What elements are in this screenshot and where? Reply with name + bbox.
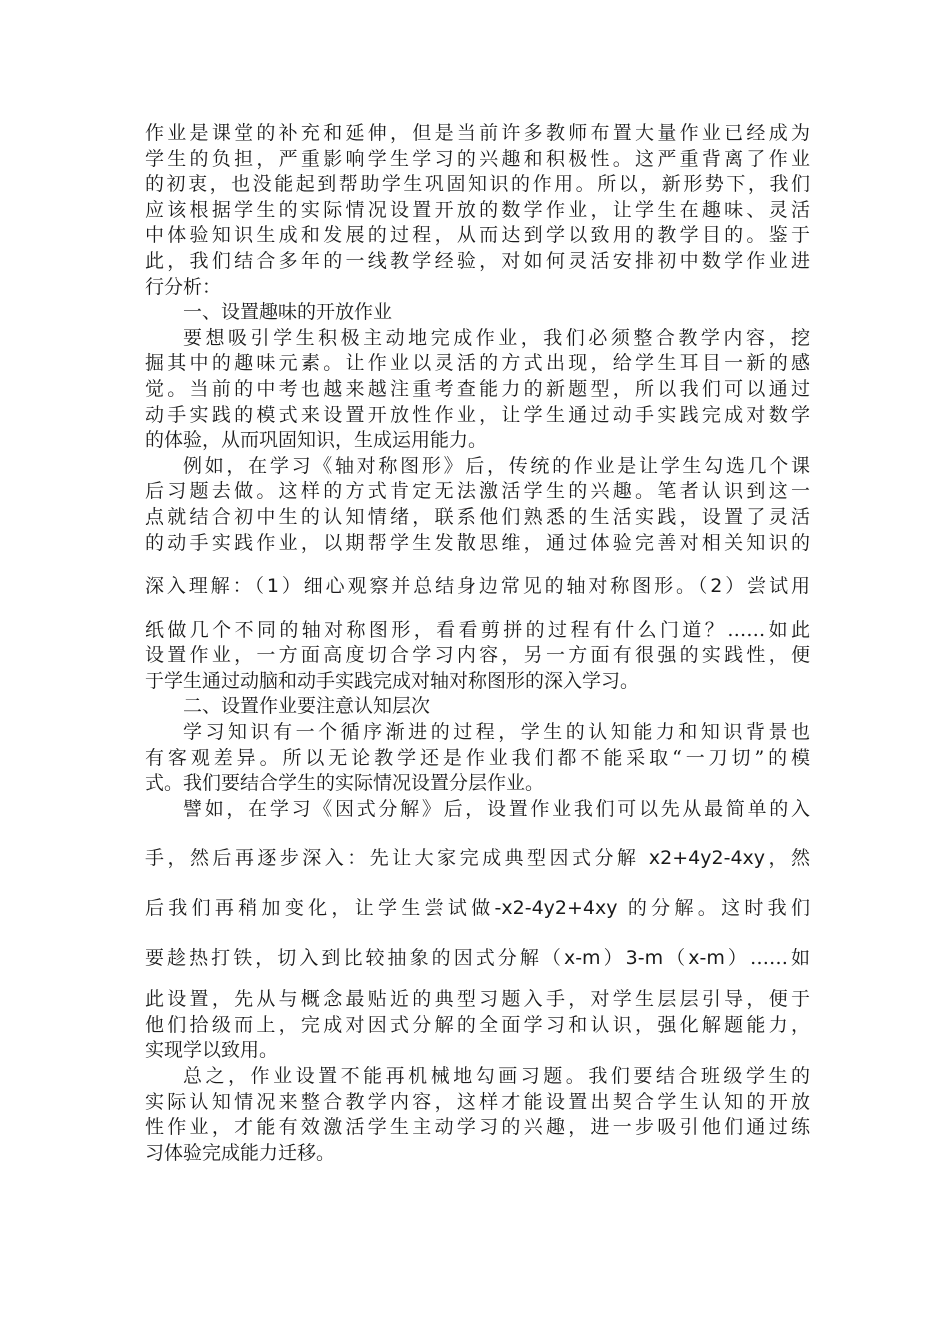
text-line: 习体验完成能力迁移。 (145, 1141, 336, 1164)
text-line: 觉。当前的中考也越来越注重考查能力的新题型，所以我们可以通过 (145, 377, 810, 400)
text-line: 后习题去做。这样的方式肯定无法激活学生的兴趣。笔者认识到这一 (145, 480, 810, 503)
text-line: 总之，作业设置不能再机械地勾画习题。我们要结合班级学生的 (183, 1065, 810, 1087)
text-line: 应该根据学生的实际情况设置开放的数学作业，让学生在趣味、灵活 (145, 198, 810, 221)
text-line: 掘其中的趣味元素。让作业以灵活的方式出现，给学生耳目一新的感 (145, 352, 810, 375)
text-line: 行分析： (145, 275, 222, 298)
text-line: 于学生通过动脑和动手实践完成对轴对称图形的深入学习。 (145, 669, 640, 692)
text-line: 他们拾级而上，完成对因式分解的全面学习和认识，强化解题能力， (145, 1013, 810, 1036)
text-line: 纸做几个不同的轴对称图形，看看剪拼的过程有什么门道？……如此 (145, 618, 810, 641)
text-line: 此设置，先从与概念最贴近的典型习题入手，对学生层层引导，便于 (145, 988, 810, 1011)
text-line-mixed: 要趁热打铁，切入到比较抽象的因式分解（x-m）3-m（x-m）……如 (145, 946, 810, 969)
text-line: 的动手实践作业，以期帮学生发散思维，通过体验完善对相关知识的 (145, 531, 810, 554)
text-line: 动手实践的模式来设置开放性作业，让学生通过动手实践完成对数学 (145, 403, 810, 426)
text-line: 学习知识有一个循序渐进的过程，学生的认知能力和知识背景也 (183, 721, 810, 744)
text-line-mixed: 手，然后再逐步深入：先让大家完成典型因式分解 x2+4y2-4xy，然 (145, 847, 810, 870)
text-line: 有客观差异。所以无论教学还是作业我们都不能采取“一刀切”的模 (145, 746, 810, 769)
text-line: 实际认知情况来整合教学内容，这样才能设置出契合学生认知的开放 (145, 1090, 810, 1113)
text-line-mixed: 深入理解：（1）细心观察并总结身边常见的轴对称图形。（2）尝试用 (145, 575, 810, 598)
text-line: 实现学以致用。 (145, 1039, 279, 1062)
section-heading: 二、设置作业要注意认知层次 (183, 695, 431, 718)
text-line: 作业是课堂的补充和延伸，但是当前许多教师布置大量作业已经成为 (145, 122, 810, 144)
text-line: 性作业，才能有效激活学生主动学习的兴趣，进一步吸引他们通过练 (145, 1116, 810, 1139)
text-line: 例如，在学习《轴对称图形》后，传统的作业是让学生勾选几个课 (183, 454, 810, 477)
text-line: 的初衷，也没能起到帮助学生巩固知识的作用。所以，新形势下，我们 (145, 173, 810, 196)
text-line: 要想吸引学生积极主动地完成作业，我们必须整合教学内容，挖 (183, 326, 810, 349)
text-line: 学生的负担，严重影响学生学习的兴趣和积极性。这严重背离了作业 (145, 147, 810, 170)
section-heading: 一、设置趣味的开放作业 (183, 301, 393, 324)
text-line: 式。我们要结合学生的实际情况设置分层作业。 (145, 772, 545, 795)
text-line: 设置作业，一方面高度切合学习内容，另一方面有很强的实践性，便 (145, 644, 810, 667)
text-line: 点就结合初中生的认知情绪，联系他们熟悉的生活实践，设置了灵活 (145, 505, 810, 528)
text-line-mixed: 后我们再稍加变化，让学生尝试做-x2-4y2+4xy 的分解。这时我们 (145, 897, 810, 920)
text-line: 中体验知识生成和发展的过程，从而达到学以致用的教学目的。鉴于 (145, 224, 810, 247)
text-line: 的体验，从而巩固知识，生成运用能力。 (145, 429, 488, 452)
body-text (145, 121, 810, 1166)
text-line: 譬如，在学习《因式分解》后，设置作业我们可以先从最简单的入 (183, 797, 810, 820)
text-line: 此，我们结合多年的一线教学经验，对如何灵活安排初中数学作业进 (145, 249, 810, 272)
